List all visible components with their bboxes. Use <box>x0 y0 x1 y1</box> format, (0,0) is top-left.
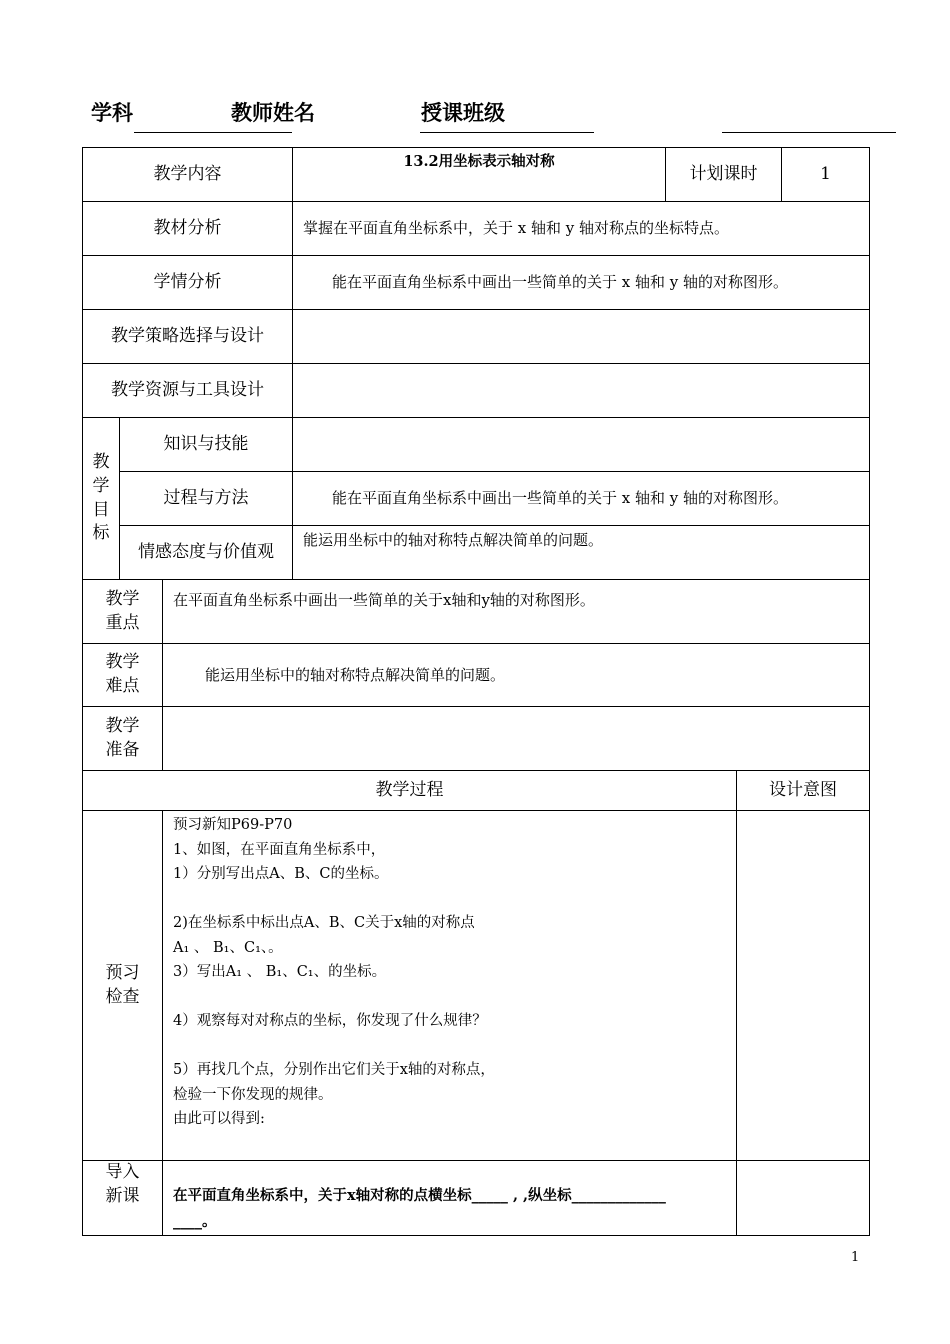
content-value: 13.2用坐标表示轴对称 <box>293 148 666 202</box>
page-number: 1 <box>851 1250 860 1265</box>
preview-line <box>173 887 736 912</box>
preview-line: 2)在坐标系中标出点A、B、C关于x轴的对称点 <box>173 915 475 931</box>
teaching-process-header: 教学过程 <box>83 771 737 811</box>
lesson-plan-table <box>82 147 870 1236</box>
preview-line: 3）写出A₁ 、 B₁、C₁、的坐标。 <box>173 964 387 980</box>
teacher-name-label: 教师姓名 <box>231 101 315 125</box>
teacher-underline <box>420 132 594 133</box>
row-process-header <box>83 771 870 811</box>
row-key-point <box>83 580 870 644</box>
preview-line: 检验一下你发现的规律。 <box>173 1086 333 1103</box>
intro-content <box>163 1161 737 1236</box>
row-resource <box>83 364 870 418</box>
goal-label-char: 标 <box>92 523 110 544</box>
preview-line <box>173 1034 736 1059</box>
row-knowledge <box>83 418 870 472</box>
row-preparation <box>83 707 870 771</box>
key-point-label: 教学 重点 <box>83 580 163 644</box>
intro-intent <box>737 1161 870 1236</box>
row-material <box>83 202 870 256</box>
knowledge-label: 知识与技能 <box>120 418 293 472</box>
row-strategy <box>83 310 870 364</box>
preview-line: 预习新知P69-P70 <box>173 817 293 833</box>
goal-label-char: 目 <box>92 499 110 520</box>
strategy-label: 教学策略选择与设计 <box>83 310 293 364</box>
preview-line: 4）观察每对对称点的坐标，你发现了什么规律？ <box>173 1013 487 1029</box>
strategy-value <box>293 310 870 364</box>
process-method-label: 过程与方法 <box>120 472 293 526</box>
goal-label <box>83 418 120 580</box>
preparation-value <box>163 707 870 771</box>
difficulty-label: 教学 难点 <box>83 644 163 707</box>
row-emotion <box>83 526 870 580</box>
student-label: 学情分析 <box>83 256 293 310</box>
goal-label-char: 学 <box>92 475 110 496</box>
resource-value <box>293 364 870 418</box>
intro-line: 在平面直角坐标系中，关于x轴对称的点横坐标_____ , ,纵坐标_____________ <box>173 1187 666 1204</box>
preview-line: 1、如图，在平面直角坐标系中， <box>173 841 386 858</box>
material-value: 掌握在平面直角坐标系中，关于 x 轴和 y 轴对称点的坐标特点。 <box>293 202 870 256</box>
content-label: 教学内容 <box>83 148 293 202</box>
design-intent-header: 设计意图 <box>737 771 870 811</box>
preview-line <box>173 985 736 1010</box>
row-content <box>83 148 870 202</box>
row-student <box>83 256 870 310</box>
preview-line: 1）分别写出点A、B、C的坐标。 <box>173 866 389 882</box>
preview-label: 预习 检查 <box>83 811 163 1161</box>
emotion-label: 情感态度与价值观 <box>120 526 293 580</box>
row-intro <box>83 1161 870 1236</box>
plan-hours-label: 计划课时 <box>666 148 782 202</box>
intro-label: 导入 新课 <box>83 1161 163 1236</box>
row-process-method <box>83 472 870 526</box>
plan-hours-value: 1 <box>782 148 870 202</box>
preview-intent <box>737 811 870 1161</box>
goal-label-char: 教 <box>92 451 110 472</box>
emotion-value: 能运用坐标中的轴对称特点解决简单的问题。 <box>293 526 870 580</box>
row-preview <box>83 811 870 1161</box>
difficulty-value: 能运用坐标中的轴对称特点解决简单的问题。 <box>163 644 870 707</box>
material-label: 教材分析 <box>83 202 293 256</box>
row-difficulty <box>83 644 870 707</box>
resource-label: 教学资源与工具设计 <box>83 364 293 418</box>
key-point-value: 在平面直角坐标系中画出一些简单的关于x轴和y轴的对称图形。 <box>163 580 870 644</box>
preparation-label: 教学 准备 <box>83 707 163 771</box>
process-method-value: 能在平面直角坐标系中画出一些简单的关于 x 轴和 y 轴的对称图形。 <box>293 472 870 526</box>
subject-label: 学科 <box>91 101 133 125</box>
knowledge-value <box>293 418 870 472</box>
intro-line: ____。 <box>173 1213 217 1230</box>
preview-line: 5）再找几个点，分别作出它们关于x轴的对称点， <box>173 1062 495 1078</box>
preview-line: A₁ 、 B₁、C₁、。 <box>173 939 283 956</box>
student-value: 能在平面直角坐标系中画出一些简单的关于 x 轴和 y 轴的对称图形。 <box>293 256 870 310</box>
class-label: 授课班级 <box>421 101 505 125</box>
subject-underline <box>134 132 292 133</box>
preview-line: 由此可以得到: <box>173 1111 265 1127</box>
preview-content <box>163 811 737 1161</box>
class-underline <box>722 132 896 133</box>
